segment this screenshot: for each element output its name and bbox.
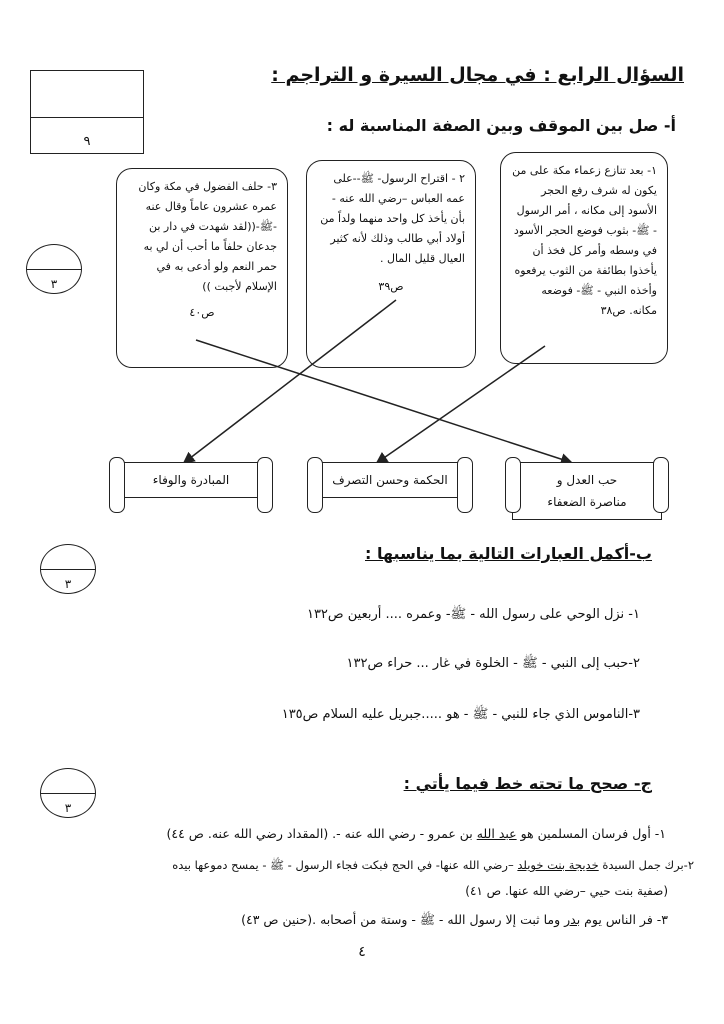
trait-1-line-1: حب العدل و	[556, 473, 618, 487]
section-b-item-3: ٣-الناموس الذي جاء للنبي - ﷺ - هو .....جبريل عليه السلام ص١٣٥	[281, 707, 640, 722]
trait-2-label: الحكمة وحسن التصرف	[332, 473, 448, 487]
section-c-score: ٣	[40, 768, 96, 818]
situation-page-3: ص٤٠	[189, 306, 215, 319]
section-c-item-2-answer: (صفية بنت حيي –رضي الله عنها. ص ٤١)	[465, 884, 668, 898]
section-a-title: أ- صل بين الموقف وبين الصفة المناسبة له :	[326, 116, 676, 135]
section-a-score: ٣	[26, 244, 82, 294]
situation-text-1: ١- بعد تنازع زعماء مكة على من يكون له شرف رفع الحجر الأسود إلى مكانه ، أمر الرسول - ﷺ- بثوب فوضع الحجر الأسود في وسطه وأمر كل فخذ أن يأخذوا بطائفة من الثوب يرفعوه وأخذه النبي - ﷺ- فوضعه مكانه. ص٣٨	[512, 164, 657, 317]
trait-scroll-2	[314, 462, 466, 498]
total-score-value: ٩	[83, 134, 91, 149]
page-number: ٤	[358, 944, 366, 960]
match-line-1	[196, 340, 570, 462]
trait-scroll-1	[512, 462, 662, 520]
underlined-word-3: بدر	[564, 912, 581, 927]
section-c-title: ج- صحح ما تحته خط فيما يأتي :	[403, 774, 652, 793]
trait-1-line-2: مناصرة الضعفاء	[547, 495, 627, 509]
match-line-3	[378, 346, 545, 462]
situation-page-2: ص٣٩	[378, 280, 404, 293]
question-title: السؤال الرابع : في مجال السيرة و التراجم :	[271, 64, 684, 86]
situation-text-2: ٢ - اقتراح الرسول- ﷺ--على عمه العباس –رضي الله عنه - بأن يأخذ كل واحد منهما ولداً من أولاد أبي طالب وذلك لأنه كثير العيال قليل المال .	[320, 172, 465, 265]
section-b-title: ب-أكمل العبارات التالية بما يناسبها :	[365, 544, 652, 563]
section-b-score: ٣	[40, 544, 96, 594]
underlined-word-2: خديجة بنت خويلد	[517, 858, 599, 872]
match-line-2	[185, 300, 396, 462]
situation-text-3: ٣- حلف الفضول في مكة وكان عمره عشرون عاماً وقال عنه -ﷺ-((لقد شهدت في دار بن جدعان حلفاً ما أحب أن لي به حمر النعم ولو أدعى به في الإسلام لأجبت ))	[138, 180, 277, 293]
section-c-item-1: ١- أول فرسان المسلمين هو عبد الله بن عمرو - رضي الله عنه -. (المقداد رضي الله عنه. ص ٤٤)	[166, 826, 666, 841]
trait-scroll-3	[116, 462, 266, 498]
section-c-item-2: ٢-برك جمل السيدة خديجة بنت خويلد –رضي الله عنها- في الحج فبكت فجاء الرسول - ﷺ - يمسح دموعها بيده	[172, 858, 694, 872]
section-c-item-3: ٣- فر الناس يوم بدر وما ثبت إلا رسول الله - ﷺ - وستة من أصحابه .(حنين ص ٤٣)	[241, 912, 668, 927]
section-b-item-1: ١- نزل الوحي على رسول الله - ﷺ- وعمره .... أربعين ص١٣٢	[306, 607, 640, 622]
underlined-word-1: عبد الله	[476, 826, 517, 841]
section-b-item-2: ٢-حبب إلى النبي - ﷺ - الخلوة في غار ... حراء ص١٣٢	[346, 656, 640, 671]
trait-3-label: المبادرة والوفاء	[152, 473, 230, 487]
